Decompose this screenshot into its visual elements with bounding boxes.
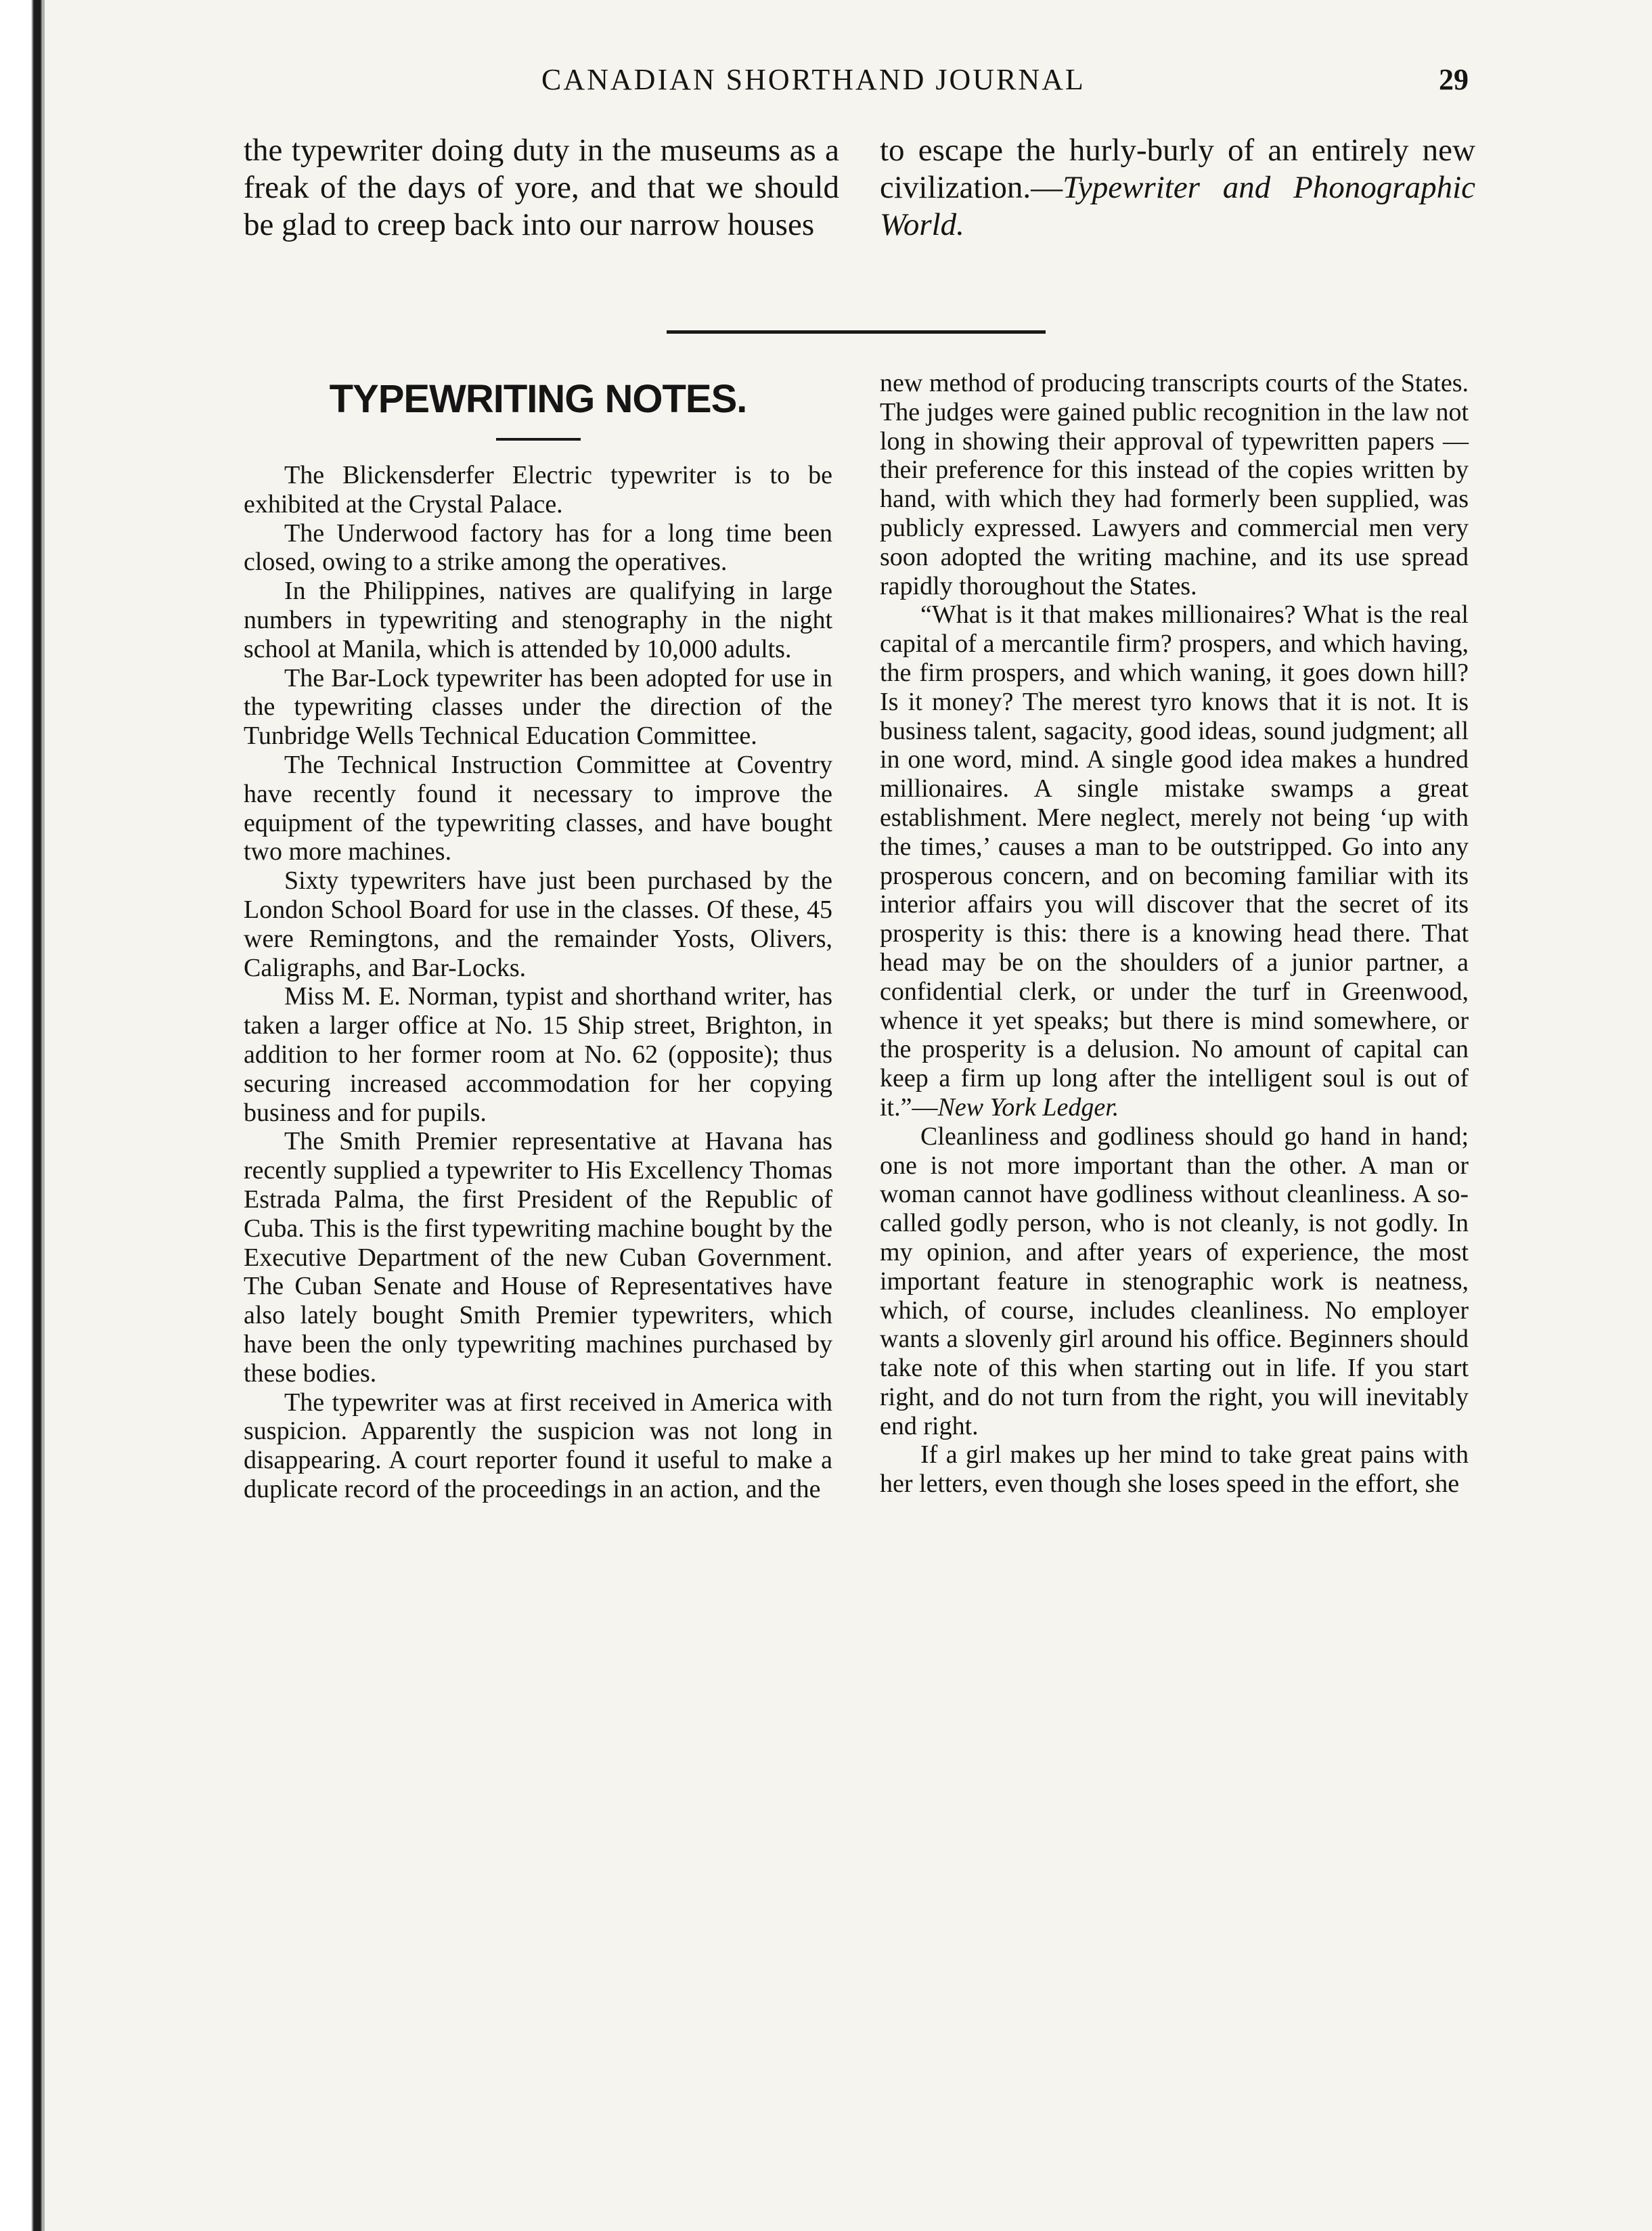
note-paragraph: The typewriter was at first received in America with suspicion. Apparently the suspicion was not long in disappearing. A court reporter found it useful to make a duplicate record of the proceedings in an action, and the bbox=[244, 1388, 832, 1503]
journal-title: CANADIAN SHORTHAND JOURNAL bbox=[541, 63, 1086, 96]
running-header bbox=[244, 62, 1469, 103]
top-article-source: Typewriter and Phonographic World. bbox=[880, 170, 1475, 242]
top-article-right bbox=[880, 132, 1475, 244]
ledger-quote: “What is it that makes millionaires? What is the real capital of a mercantile firm? prospers, and which having, the firm prospers, and which waning, it goes down hill? Is it money? The merest tyro knows that it is not. It is business talent, sagacity, good ideas, sound judgment; all in one word, mind. A single good idea makes a hundred millionaires. A single mistake swamps a great establishment. Mere neglect, merely not being ‘up with the times,’ causes a man to be outstripped. Go into any prosperous concern, and on becoming familiar with its interior affairs you will discover that the secret of its prosperity is this: there is a knowing head there. That head may be on the shoulders of a junior partner, a confidential clerk, or under the turf in Greenwood, whence it yet speaks; but there is mind somewhere, or the prosperity is a delusion. No amount of capital can keep a firm up long after the intelligent soul is out of it.”— bbox=[880, 600, 1469, 1122]
heading-rule bbox=[496, 438, 581, 441]
note-paragraph: In the Philippines, natives are qualifying in large numbers in typewriting and stenography in the night school at Manila, which is attended by 10,000 adults. bbox=[244, 577, 832, 663]
note-paragraph: Cleanliness and godliness should go hand in hand; one is not more important than the other. A man or woman cannot have godliness without cleanliness. A so-called godly person, who is not cleanly, is not godly. In my opinion, and after years of experience, the most important feature in stenographic work is neatness, which, of course, includes cleanliness. No employer wants a slovenly girl around his office. Beginners should take note of this when starting out in life. If you start right, and do not turn from the right, you will inevitably end right. bbox=[880, 1122, 1469, 1440]
scan-binding-shadow bbox=[41, 0, 45, 2231]
note-paragraph: Miss M. E. Norman, typist and shorthand writer, has taken a larger office at No. 15 Ship street, Brighton, in addition to her former room at No. 62 (opposite); thus securing increased accommodation for her copying business and for pupils. bbox=[244, 982, 832, 1127]
note-paragraph bbox=[880, 600, 1469, 1122]
note-paragraph: The Smith Premier representative at Havana has recently supplied a typewriter to His Excellency Thomas Estrada Palma, the first President of the Republic of Cuba. This is the first typewriting machine bought by the Executive Department of the new Cuban Government. The Cuban Senate and House of Representatives have also lately bought Smith Premier typewriters, which have been the only typewriting machines purchased by these bodies. bbox=[244, 1127, 832, 1388]
note-paragraph: The Blickensderfer Electric typewriter is to be exhibited at the Crystal Palace. bbox=[244, 461, 832, 518]
top-article-right-text: to escape the hurly-burly of an entirely new civilization.— bbox=[880, 133, 1475, 205]
section-heading: TYPEWRITING NOTES. bbox=[329, 377, 747, 421]
note-paragraph: The Technical Instruction Committee at Coventry have recently found it necessary to improve the equipment of the typewriting classes, and have bought two more machines. bbox=[244, 750, 832, 866]
ledger-source: New York Ledger. bbox=[937, 1092, 1119, 1122]
scan-binding-edge bbox=[0, 0, 42, 2231]
page-number: 29 bbox=[1439, 63, 1469, 96]
note-paragraph: The Bar-Lock typewriter has been adopted for use in the typewriting classes under the direction of the Tunbridge Wells Technical Education Committee. bbox=[244, 663, 832, 751]
notes-right-column bbox=[880, 369, 1469, 1499]
note-paragraph: The Underwood factory has for a long time been closed, owing to a strike among the operatives. bbox=[244, 518, 832, 577]
note-paragraph: Sixty typewriters have just been purchased by the London School Board for use in the classes. Of these, 45 were Remingtons, and the remainder Yosts, Olivers, Caligraphs, and Bar-Locks. bbox=[244, 866, 832, 982]
notes-left-column bbox=[244, 369, 832, 1504]
note-continuation: new method of producing transcripts courts of the States. The judges were gained public recognition in the law not long in showing their approval of typewritten papers — their preference for this instead of the copies written by hand, with which they had formerly been supplied, was publicly expressed. Lawyers and commercial men very soon adopted the writing machine, and its use spread rapidly thoroughout the States. bbox=[880, 369, 1469, 600]
section-divider bbox=[667, 330, 1046, 334]
top-article-left: the typewriter doing duty in the museums as a freak of the days of yore, and that we should be glad to creep back into our narrow houses bbox=[244, 133, 839, 242]
note-paragraph: If a girl makes up her mind to take great pains with her letters, even though she loses speed in the effort, she bbox=[880, 1440, 1469, 1499]
